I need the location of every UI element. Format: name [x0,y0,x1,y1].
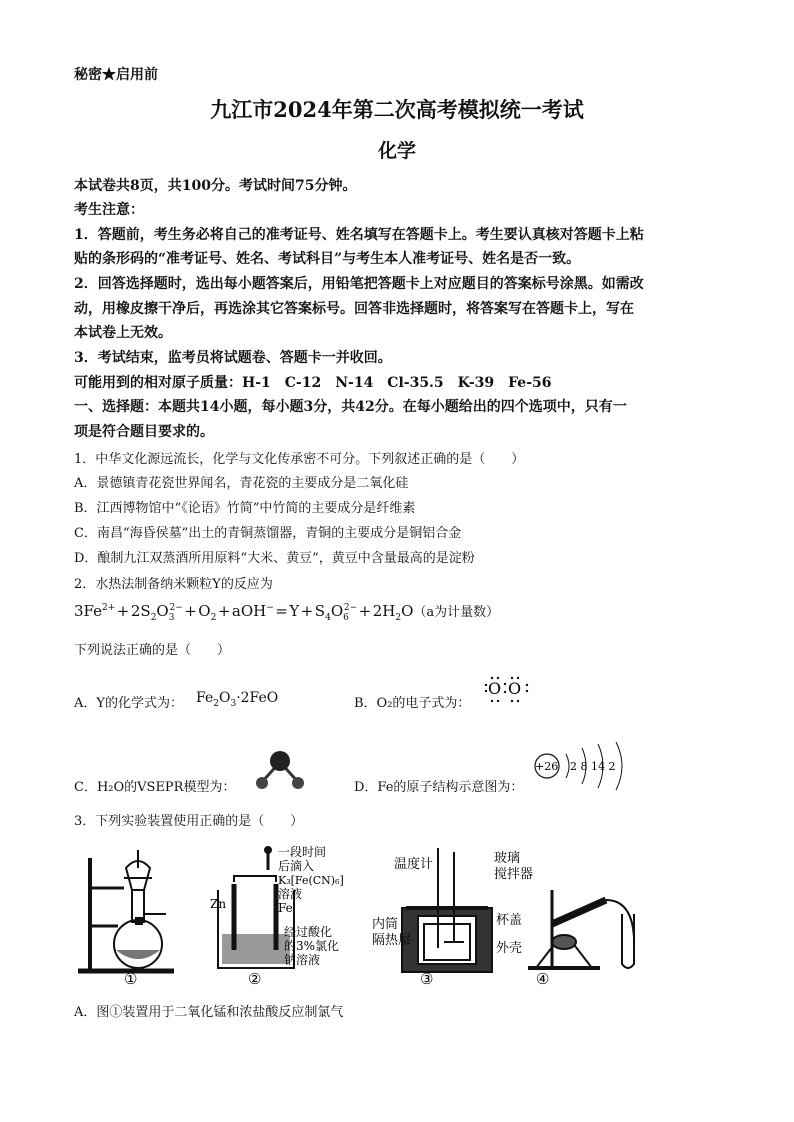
subject-title: 化学 [377,140,416,162]
fig2-zn-label: Zn [210,897,227,911]
fig-number-3: ③ [420,970,434,988]
svg-text:O: O [508,679,522,698]
fig2-solution-2: 的3%氯化 [284,939,340,953]
fig-number-1: ① [124,970,138,988]
q1-stem: 1．中华文化源远流长，化学与文化传承密不可分。下列叙述正确的是（ ） [74,452,525,467]
notice-2b: 动，用橡皮擦干净后，再选涂其它答案标号。回答非选择题时，将答案写在答题卡上，写在 [74,301,634,317]
q1-option-a: A．景德镇青花瓷世界闻名，青花瓷的主要成分是二氧化硅 [74,476,409,491]
q3-stem: 3．下列实验装置使用正确的是（ ） [74,814,304,829]
secret-label: 秘密★启用前 [74,67,158,83]
q1-option-d: D．酿制九江双蒸酒所用原料“大米、黄豆”，黄豆中含量最高的是淀粉 [74,551,475,566]
q2-option-c-label: C．H₂O的VSEPR模型为： [74,780,236,795]
exam-info: 本试卷共8页，共100分。考试时间75分钟。 [74,178,357,194]
fig-number-2: ② [248,970,262,988]
fig-number-4: ④ [536,970,550,988]
fe-nucleus-label: +26 [535,760,559,773]
q2-option-d-label: D．Fe的原子结构示意图为： [354,780,524,795]
fig3-lid-label: 杯盖 [496,913,523,928]
notice-title: 考生注意： [74,202,144,218]
q1-option-b: B．江西博物馆中“《论语》竹简”中竹简的主要成分是纤维素 [74,501,416,516]
q2-option-a-formula: $Fe_2O_3\cdot 2FeO$ [196,690,279,709]
q1-option-c: C．南昌“海昏侯墓”出土的青铜蒸馏器，青铜的主要成分是铜铝合金 [74,526,462,541]
notice-3: 3．考试结束，监考员将试题卷、答题卡一并收回。 [74,350,392,366]
q2-option-b-label: B．O₂的电子式为： [354,696,471,711]
fig3-shell-label: 外壳 [496,941,523,956]
q2-stem: 2．水热法制备纳米颗粒Y的反应为 [74,577,273,592]
section-heading-a: 一、选择题：本题共14小题，每小题3分，共42分。在每小题给出的四个选项中，只有一 [74,399,627,415]
q2-note: （a为计量数） [413,605,500,620]
fig3-inner-label-1: 内筒 [372,917,399,932]
q3-option-a: A．图①装置用于二氧化锰和浓盐酸反应制氯气 [74,1005,344,1020]
fig3-glass-label-2: 搅拌器 [494,867,534,882]
fig2-fe-label: Fe [278,901,293,915]
fe-shell-labels: 2 8 14 2 [570,760,616,773]
notice-1a: 1．答题前，考生务必将自己的准考证号、姓名填写在答题卡上。考生要认真核对答题卡上粘 [74,227,644,243]
o2-electron-formula-figure [484,672,532,706]
fig2-solution-3: 钠溶液 [284,953,321,967]
notice-1b: 贴的条形码的“准考证号、姓名、考试科目”与考生本人准考证号、姓名是否一致。 [74,251,581,267]
fig2-label-3: K₃[Fe(CN)₆] [278,874,344,887]
exam-title: 九江市2024年第二次高考模拟统一考试 [210,97,584,122]
fig3-glass-label-1: 玻璃 [494,851,521,866]
atomic-masses: 可能用到的相对原子质量：H-1 C-12 N-14 Cl-35.5 K-39 Fe-56 [74,375,552,391]
fe-atomic-structure-figure [530,740,644,792]
notice-2a: 2．回答选择题时，选出每小题答案后，用铅笔把答题卡上对应题目的答案标号涂黑。如需改 [74,276,644,292]
notice-2c: 本试卷上无效。 [74,325,172,341]
svg-text:O: O [488,679,502,698]
section-heading-b: 项是符合题目要求的。 [74,424,214,440]
fig2-solution-1: 经过酸化 [284,925,333,939]
fig2-label-2: 后滴入 [278,859,315,873]
fig2-label-4: 溶液 [278,887,303,901]
q3-apparatus-figure [66,838,746,990]
q2-option-a-label: A．Y的化学式为： [74,696,183,711]
fig2-label-1: 一段时间 [278,845,327,859]
h2o-vsepr-model-figure [250,748,310,792]
q2-ask: 下列说法正确的是（ ） [74,643,231,658]
fig3-inner-label-2: 隔热层 [372,933,412,948]
q2-equation: $3Fe^{2+}$ + $2S_2O_3^{2-}$ + $O_2$ + aOH− = Y + $S_4O_6^{2-}$ + $2H_2O(a$为计量数） [74,602,500,623]
fig3-thermometer-label: 温度计 [394,857,434,872]
